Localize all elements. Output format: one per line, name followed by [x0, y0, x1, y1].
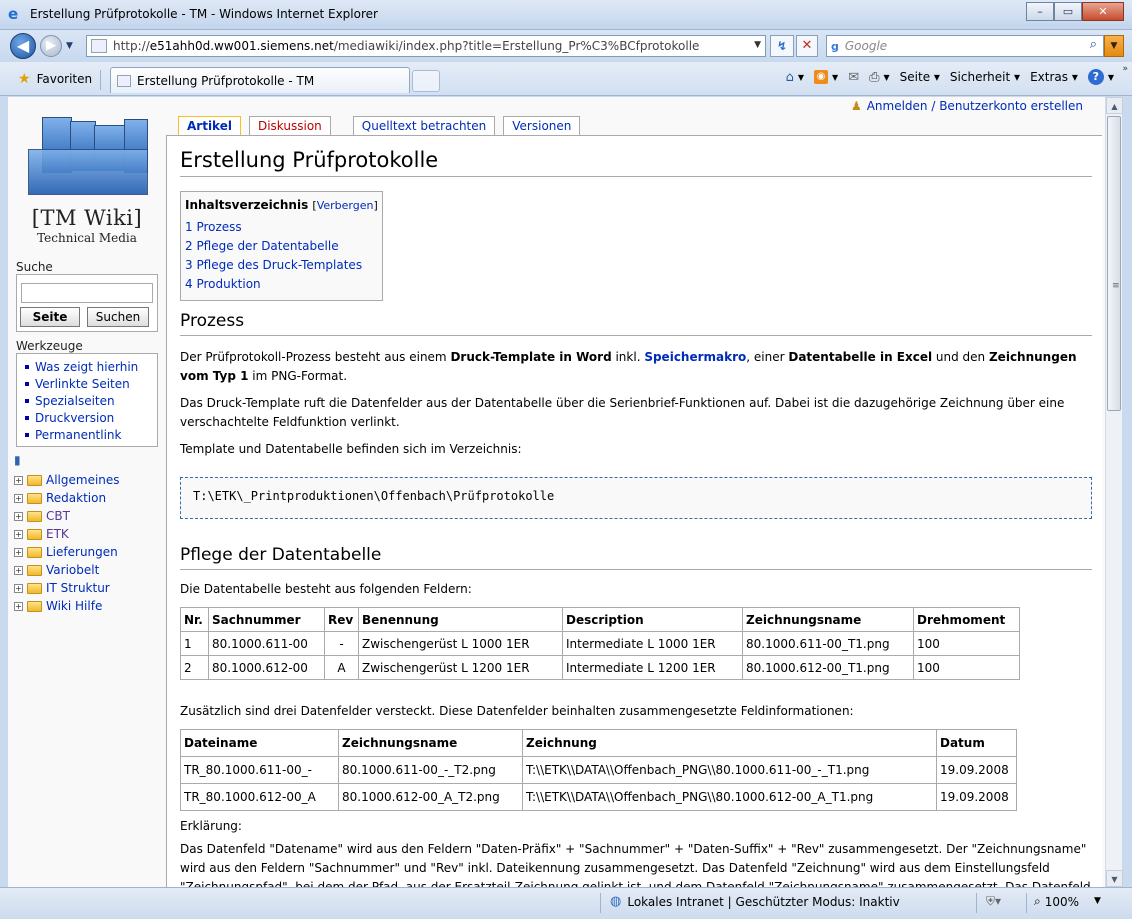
- paragraph-hidden-fields: Zusätzlich sind drei Datenfelder versteckt. Diese Datenfelder beinhalten zusammengesetzte Feldinformationen:: [180, 704, 854, 718]
- table-row: [181, 656, 1020, 680]
- paragraph-explanation-label: Erklärung:: [180, 819, 242, 833]
- search-box[interactable]: [826, 35, 1104, 57]
- search-placeholder: Google: [844, 39, 888, 53]
- table-cell: 80.1000.611-00_T1.png: [743, 632, 914, 656]
- vertical-scrollbar[interactable]: [1105, 97, 1122, 887]
- wiki-logo[interactable]: [20, 111, 150, 245]
- status-separator: [1026, 893, 1027, 913]
- table-header-cell: Zeichnung: [523, 730, 937, 757]
- navigation-bar: [0, 30, 1132, 62]
- tab-history[interactable]: Versionen: [503, 116, 580, 136]
- folder-icon: [27, 601, 42, 612]
- table-header-row: [181, 608, 1020, 632]
- expand-icon[interactable]: +: [15, 493, 22, 503]
- zoom-magnifier-icon: ⌕: [1034, 894, 1041, 908]
- directory-path-block: T:\ETK\_Printproduktionen\Offenbach\Prüfprotokolle: [180, 477, 1092, 519]
- toolbox: [16, 353, 158, 447]
- tree-node[interactable]: + CBT: [15, 509, 70, 523]
- toolbox-item[interactable]: Druckversion: [25, 409, 157, 426]
- minimize-button[interactable]: –: [1026, 2, 1054, 21]
- folder-icon: [27, 475, 42, 486]
- tree-node[interactable]: + ETK: [15, 527, 69, 541]
- expand-icon[interactable]: +: [15, 511, 22, 521]
- rss-feed-icon[interactable]: ◉: [814, 70, 828, 84]
- window-titlebar: [0, 0, 1132, 30]
- wiki-search-input[interactable]: [21, 283, 153, 303]
- expand-icon[interactable]: +: [15, 475, 22, 485]
- page-viewport: [8, 97, 1105, 887]
- table-cell: T:\\ETK\\DATA\\Offenbach_PNG\\80.1000.611-00_-_T1.png: [523, 757, 937, 784]
- zoom-level: 100%: [1044, 894, 1080, 909]
- table-header-cell: Datum: [937, 730, 1017, 757]
- table-cell: Intermediate L 1000 1ER: [563, 632, 743, 656]
- toolbox-heading: Werkzeuge: [16, 339, 83, 353]
- toolbox-item[interactable]: Was zeigt hierhin: [25, 358, 157, 375]
- page-menu[interactable]: Seite ▾: [899, 70, 940, 84]
- table-cell: Intermediate L 1200 1ER: [563, 656, 743, 680]
- section-heading-pflege: Pflege der Datentabelle: [180, 545, 1092, 570]
- table-header-cell: Description: [563, 608, 743, 632]
- help-dropdown-icon[interactable]: ▼: [1107, 72, 1114, 82]
- table-header-cell: Benennung: [359, 608, 563, 632]
- logo-subtitle: Technical Media: [37, 231, 137, 245]
- tree-node[interactable]: + Redaktion: [15, 491, 107, 505]
- table-cell: 2: [181, 656, 209, 680]
- table-header-cell: Rev: [325, 608, 359, 632]
- toc-item[interactable]: 2 Pflege der Datentabelle: [185, 239, 339, 253]
- print-icon[interactable]: ⎙: [869, 69, 880, 85]
- paragraph-template: Das Druck-Template ruft die Datenfelder aus der Datentabelle über die Serienbrief-Funktionen auf. Dabei ist die dazugehörige Zeichnung über eine verschachtelte Feldfunktion verlinkt.: [180, 396, 1065, 429]
- tree-node[interactable]: + IT Struktur: [15, 581, 110, 595]
- stop-button[interactable]: ✕: [796, 35, 818, 57]
- scroll-thumb[interactable]: [1107, 116, 1121, 411]
- bullet-icon: [25, 382, 29, 386]
- table-cell: T:\\ETK\\DATA\\Offenbach_PNG\\80.1000.612-00_A_T1.png: [523, 784, 937, 811]
- search-heading: Suche: [16, 260, 53, 274]
- status-separator: [600, 893, 601, 913]
- favorites-button[interactable]: [12, 68, 98, 90]
- user-icon: ♟: [850, 99, 862, 113]
- toc-item[interactable]: 4 Produktion: [185, 277, 261, 291]
- speichermakro-link[interactable]: Speichermakro: [644, 350, 747, 364]
- help-icon[interactable]: ?: [1088, 69, 1104, 85]
- table-of-contents: [180, 191, 383, 301]
- table-cell: 1: [181, 632, 209, 656]
- internet-explorer-icon: e: [8, 5, 19, 23]
- table-cell: TR_80.1000.611-00_-: [181, 757, 339, 784]
- browser-tab-title: Erstellung Prüfprotokolle - TM: [137, 73, 315, 88]
- table-cell: A: [325, 656, 359, 680]
- paragraph-directory: Template und Datentabelle befinden sich im Verzeichnis:: [180, 442, 522, 456]
- table-header-cell: Zeichnungsname: [339, 730, 523, 757]
- tab-bar: [0, 62, 1132, 96]
- user-links[interactable]: [851, 99, 1083, 113]
- table-header-cell: Sachnummer: [209, 608, 325, 632]
- table-header-cell: Nr.: [181, 608, 209, 632]
- back-button[interactable]: ◀: [10, 33, 36, 59]
- intranet-globe-icon: ◍: [610, 894, 622, 909]
- mail-icon[interactable]: ✉: [848, 69, 860, 85]
- page-title: Erstellung Prüfprotokolle: [180, 148, 1092, 177]
- zoom-control[interactable]: [1034, 894, 1079, 909]
- favorites-star-icon: ★: [18, 71, 31, 87]
- tab-view-source[interactable]: Quelltext betrachten: [353, 116, 496, 136]
- table-cell: Zwischengerüst L 1200 1ER: [359, 656, 563, 680]
- expand-icon[interactable]: +: [15, 565, 22, 575]
- bullet-icon: [25, 433, 29, 437]
- tree-root-icon[interactable]: ▮: [14, 453, 21, 467]
- bullet-icon: [25, 416, 29, 420]
- maximize-button[interactable]: ▭: [1054, 2, 1082, 21]
- tab-separator: [100, 70, 101, 90]
- search-fulltext-button[interactable]: Suchen: [87, 307, 149, 327]
- close-button[interactable]: ✕: [1082, 2, 1124, 21]
- toolbox-item[interactable]: Permanentlink: [25, 426, 157, 443]
- folder-icon: [27, 583, 42, 594]
- paragraph-fields: Die Datentabelle besteht aus folgenden Feldern:: [180, 582, 472, 596]
- folder-icon: [27, 529, 42, 540]
- window-title: Erstellung Prüfprotokolle - TM - Windows Internet Explorer: [30, 7, 378, 21]
- content-tabs: [178, 116, 580, 136]
- command-bar: [786, 69, 1114, 85]
- toc-item[interactable]: 3 Pflege des Druck-Templates: [185, 258, 363, 272]
- table-cell: 19.09.2008: [937, 784, 1017, 811]
- login-link[interactable]: Anmelden / Benutzerkonto erstellen: [866, 99, 1083, 113]
- table-row: [181, 757, 1017, 784]
- zone-label: Lokales Intranet | Geschützter Modus: Inaktiv: [627, 894, 900, 909]
- zoom-dropdown-icon[interactable]: ▼: [1094, 896, 1101, 906]
- home-dropdown-icon[interactable]: ▼: [797, 72, 805, 82]
- table-cell: 80.1000.612-00_A_T2.png: [339, 784, 523, 811]
- home-icon[interactable]: ⌂: [785, 69, 794, 85]
- folder-icon: [27, 493, 42, 504]
- tree-node[interactable]: + Allgemeines: [15, 473, 120, 487]
- bullet-icon: [25, 365, 29, 369]
- security-zone[interactable]: [610, 894, 900, 909]
- address-bar[interactable]: [86, 35, 766, 57]
- search-icon[interactable]: ⌕: [1089, 37, 1097, 52]
- new-tab-button[interactable]: [412, 70, 440, 92]
- print-dropdown-icon[interactable]: ▼: [883, 72, 890, 82]
- table-cell: 80.1000.611-00: [209, 632, 325, 656]
- section-heading-prozess: Prozess: [180, 311, 1092, 336]
- address-dropdown-icon[interactable]: ▼: [754, 40, 761, 50]
- toolbar-overflow-icon[interactable]: »: [1122, 64, 1128, 74]
- expand-icon[interactable]: +: [15, 547, 22, 557]
- table-header-row: [181, 730, 1017, 757]
- table-header-cell: Drehmoment: [914, 608, 1020, 632]
- search-go-button[interactable]: Seite: [20, 307, 80, 327]
- bullet-icon: [25, 399, 29, 403]
- refresh-button[interactable]: ↯: [770, 35, 794, 57]
- tab-article[interactable]: Artikel: [178, 116, 241, 136]
- expand-icon[interactable]: +: [15, 601, 22, 611]
- scroll-grip-icon: ≡: [1112, 281, 1120, 291]
- favorites-label: Favoriten: [36, 72, 93, 86]
- table-row: [181, 784, 1017, 811]
- page-favicon-icon: [91, 39, 107, 53]
- protected-mode-shield-icon[interactable]: ⛨▾: [986, 894, 1002, 908]
- window-controls: [1026, 2, 1124, 21]
- expand-icon[interactable]: +: [15, 583, 22, 593]
- paragraph-explanation: Das Datenfeld "Datename" wird aus den Feldern "Daten-Präfix" + "Sachnummer" + "Daten-Suffix" + "Rev" zusammengesetzt. Der "Zeichnungsname" wird aus den Feldern "Sachnummer" und "Rev" inkl. Dateikennung zusammengesetzt. Das Datenfeld "Zeichnung" wird aus dem Einstellungsfeld: [180, 842, 1087, 875]
- paragraph-process: Der Prüfprotokoll-Prozess besteht aus einem Druck-Template in Word inkl. Speichermakro, einer Datentabelle in Excel und den Zeichnungen vom Typ 1 im PNG-Format.: [180, 350, 1077, 383]
- table-cell: 80.1000.612-00: [209, 656, 325, 680]
- folder-icon: [27, 547, 42, 558]
- folder-icon: [27, 511, 42, 522]
- tree-node[interactable]: + Lieferungen: [15, 545, 118, 559]
- status-separator: [976, 893, 977, 913]
- table-cell: TR_80.1000.612-00_A: [181, 784, 339, 811]
- article-content: [166, 135, 1102, 895]
- folder-icon: [27, 565, 42, 576]
- table-header-cell: Dateiname: [181, 730, 339, 757]
- table-cell: 80.1000.612-00_T1.png: [743, 656, 914, 680]
- tree-node[interactable]: + Variobelt: [15, 563, 100, 577]
- table-cell: -: [325, 632, 359, 656]
- scroll-down-icon[interactable]: ▼: [1106, 870, 1123, 887]
- table-cell: Zwischengerüst L 1000 1ER: [359, 632, 563, 656]
- table-cell: 100: [914, 656, 1020, 680]
- address-url[interactable]: http://e51ahh0d.ww001.siemens.net/mediawiki/index.php?title=Erstellung_Pr%C3%BCfprotokolle: [113, 39, 700, 53]
- tab-favicon-icon: [117, 75, 131, 87]
- toolbox-item[interactable]: Spezialseiten: [25, 392, 157, 409]
- security-menu[interactable]: Sicherheit ▾: [949, 70, 1021, 84]
- tab-discussion[interactable]: Diskussion: [249, 116, 331, 136]
- extras-menu[interactable]: Extras ▾: [1030, 70, 1078, 84]
- data-table-hidden-fields: [180, 729, 1017, 811]
- forward-button[interactable]: ▶: [40, 35, 62, 57]
- history-dropdown-icon[interactable]: ▼: [66, 41, 73, 51]
- search-options-icon[interactable]: ▼: [1104, 35, 1124, 57]
- toc-title: Inhaltsverzeichnis [Verbergen]: [185, 198, 378, 212]
- table-cell: 100: [914, 632, 1020, 656]
- logo-title: [TM Wiki]: [31, 206, 143, 230]
- search-portlet: [16, 274, 158, 332]
- table-cell: 19.09.2008: [937, 757, 1017, 784]
- logo-graphic: [28, 149, 148, 195]
- category-tree: [14, 453, 120, 615]
- toolbox-item[interactable]: Verlinkte Seiten: [25, 375, 157, 392]
- scroll-up-icon[interactable]: ▲: [1106, 97, 1123, 114]
- toc-hide-link[interactable]: Verbergen: [316, 199, 374, 212]
- google-icon: g: [831, 39, 839, 53]
- table-cell: 80.1000.611-00_-_T2.png: [339, 757, 523, 784]
- table-header-cell: Zeichnungsname: [743, 608, 914, 632]
- tree-node[interactable]: + Wiki Hilfe: [15, 599, 103, 613]
- table-row: [181, 632, 1020, 656]
- expand-icon[interactable]: +: [15, 529, 22, 539]
- toc-item[interactable]: 1 Prozess: [185, 220, 242, 234]
- browser-tab[interactable]: [110, 67, 410, 93]
- data-table-fields: [180, 607, 1020, 680]
- feed-dropdown-icon[interactable]: ▼: [832, 72, 839, 82]
- status-bar: [0, 887, 1132, 919]
